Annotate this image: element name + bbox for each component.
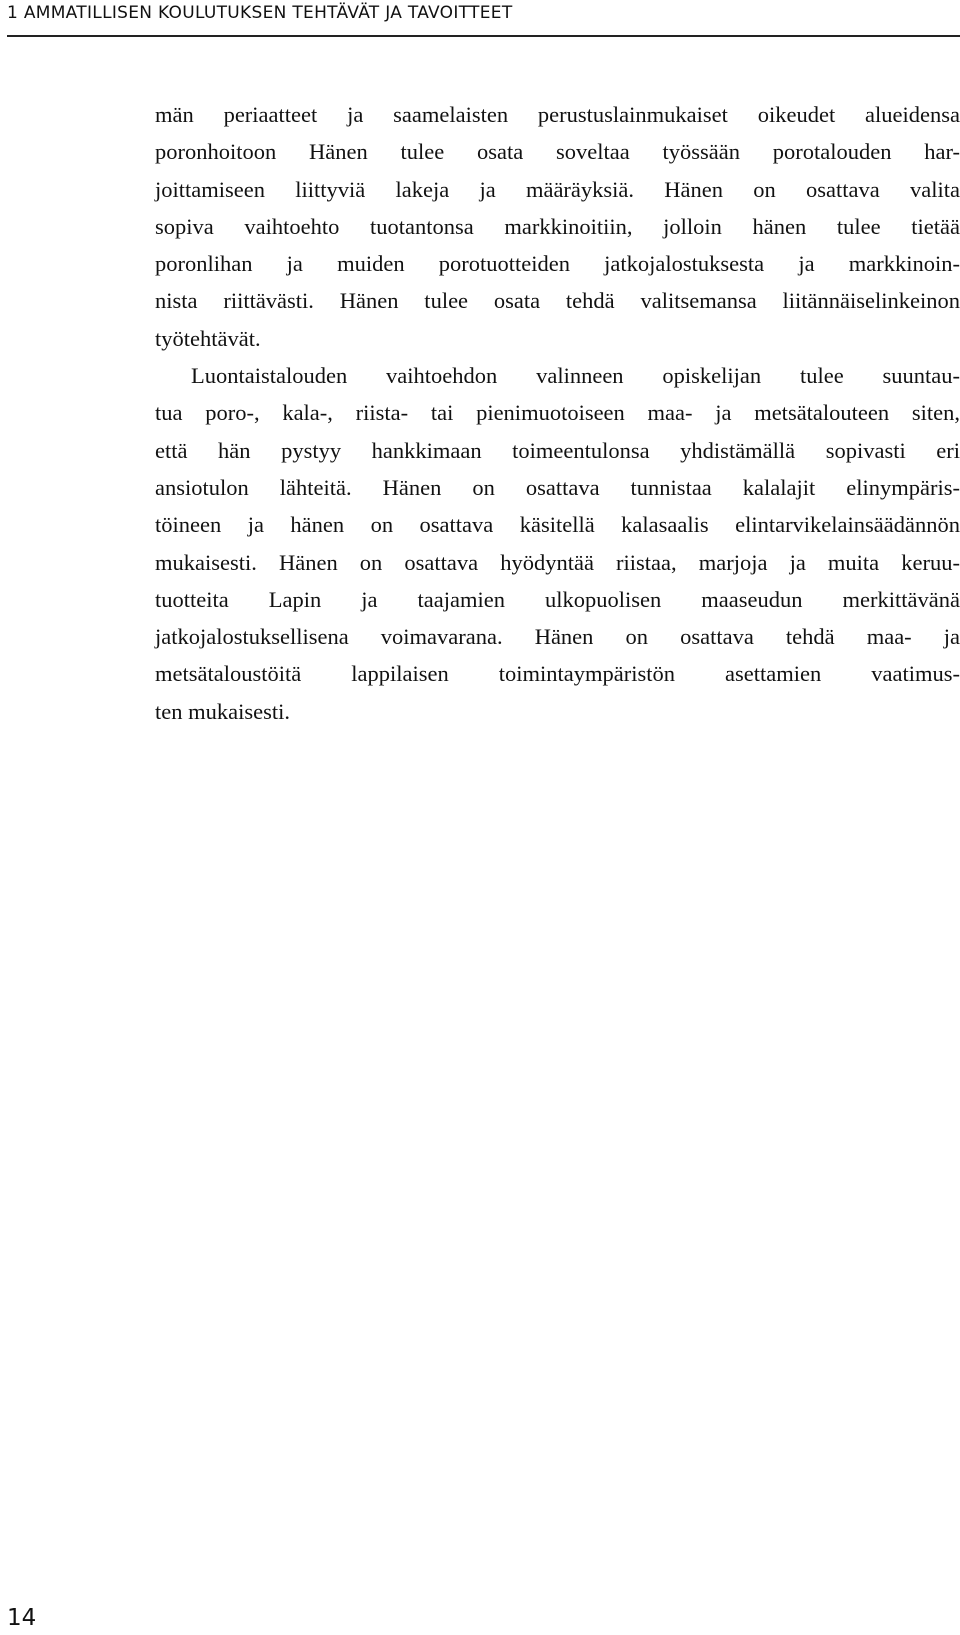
text-line: joittamiseen liittyviä lakeja ja määräyksiä. Hänen on osattava valita [155,176,960,202]
text-line: jatkojalostuksellisena voimavarana. Hänen on osattava tehdä maa- ja [155,624,960,650]
body-text [155,96,960,730]
text-line: ansiotulon lähteitä. Hänen on osattava tunnistaa kalalajit elinympäris- [155,474,960,500]
text-line: työtehtävät. [155,325,261,351]
text-line: että hän pystyy hankkimaan toimeentulonsa yhdistämällä sopivasti eri [155,437,960,463]
text-line: nista riittävästi. Hänen tulee osata tehdä valitsemansa liitännäiselinkeinon [155,288,960,314]
text-line: metsätaloustöitä lappilaisen toimintaympäristön asettamien vaatimus- [155,661,960,687]
text-line: poronlihan ja muiden porotuotteiden jatkojalostuksesta ja markkinoin- [155,251,960,277]
text-line: Luontaistalouden vaihtoehdon valinneen opiskelijan tulee suuntau- [191,363,960,389]
text-line: ten mukaisesti. [155,698,290,724]
text-line: sopiva vaihtoehto tuotantonsa markkinoitiin, jolloin hänen tulee tietää [155,213,960,239]
paragraph [155,96,960,357]
text-line: män periaatteet ja saamelaisten perustuslainmukaiset oikeudet alueidensa [155,102,960,127]
text-line: poronhoitoon Hänen tulee osata soveltaa työssään porotalouden har- [155,139,960,165]
text-line: töineen ja hänen on osattava käsitellä kalasaalis elintarvikelainsäädännön [155,512,960,538]
text-line: tua poro-, kala-, riista- tai pienimuotoiseen maa- ja metsätalouteen siten, [155,400,960,426]
text-line: mukaisesti. Hänen on osattava hyödyntää riistaa, marjoja ja muita keruu- [155,549,960,575]
paragraph [155,357,960,730]
page-number: 14 [7,1605,37,1631]
running-header [7,0,960,37]
text-line: tuotteita Lapin ja taajamien ulkopuolisen maaseudun merkittävänä [155,586,960,612]
running-title: 1 AMMATILLISEN KOULUTUKSEN TEHTÄVÄT JA TAVOITTEET [7,3,513,23]
